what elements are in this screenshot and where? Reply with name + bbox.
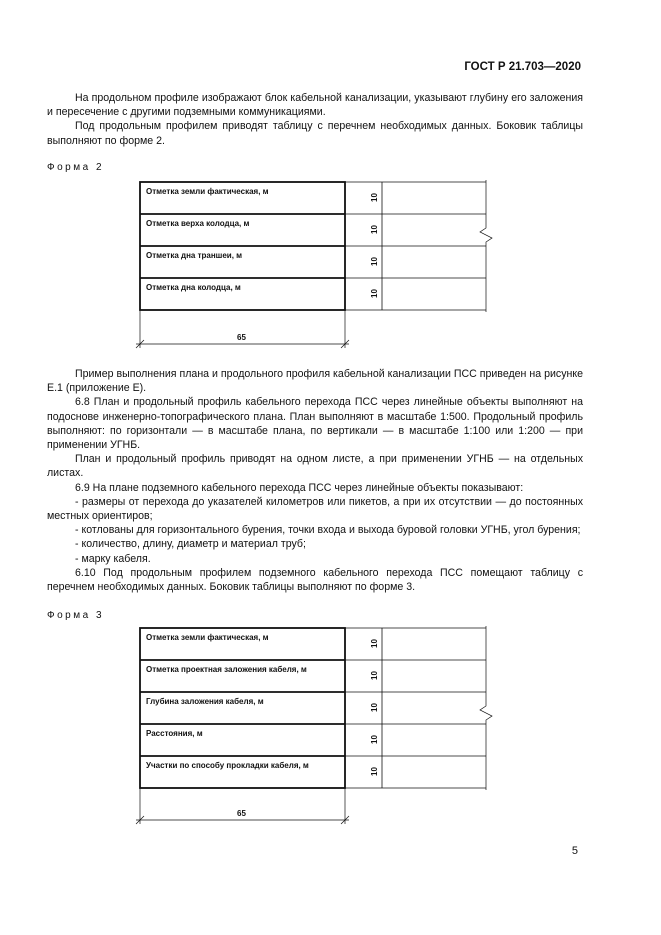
form-2-row-label: Отметка дна колодца, м <box>146 283 241 292</box>
list-item: - количество, длину, диаметр и материал труб; <box>75 538 306 551</box>
paragraph: 6.9 На плане подземного кабельного перехода ПСС через линейные объекты показывают: <box>75 481 524 494</box>
form-3-row-label: Глубина заложения кабеля, м <box>146 697 264 706</box>
form-2-row-label: Отметка дна траншеи, м <box>146 251 243 260</box>
form-3-row-label: Участки по способу прокладки кабеля, м <box>146 761 309 770</box>
form-2-table <box>130 172 510 352</box>
paragraph: Под продольным профилем приводят таблицу с перечнем необходимых данных. Боковик таблицы выполняют по форме 2. <box>47 120 583 147</box>
document-code: ГОСТ Р 21.703—2020 <box>464 61 581 73</box>
row-height-dim: 10 <box>370 193 379 202</box>
body-text <box>47 367 583 594</box>
paragraph: 6.8 План и продольный профиль кабельного перехода ПСС через линейные объекты выполняют на подоснове инженерно-топографического плана. План выполняют в масштабе 1:500. Продольный профиль выполняют: по горизонтали — в масштабе плана, по вертикали — в масштабе 1:100 или 1:200 — при применении УГНБ. <box>47 396 583 452</box>
row-height-dim: 10 <box>370 639 379 648</box>
row-height-dim: 10 <box>370 257 379 266</box>
paragraph: План и продольный профиль приводят на одном листе, а при применении УГНБ — на отдельных листах. <box>47 453 583 480</box>
intro-text <box>47 91 583 148</box>
form-3-row-label: Расстояния, м <box>146 729 203 738</box>
form-3-table <box>130 618 510 828</box>
paragraph: На продольном профиле изображают блок кабельной канализации, указывают глубину его заложения и пересечение с другими подземными коммуникациями. <box>47 92 583 119</box>
row-height-dim: 10 <box>370 225 379 234</box>
form-3-label: Форма 3 <box>47 610 105 621</box>
form-2-row-label: Отметка земли фактическая, м <box>146 187 269 196</box>
paragraph: 6.10 Под продольным профилем подземного кабельного перехода ПСС помещают таблицу с перечнем необходимых данных. Боковик таблицы выполняют по форме 3. <box>47 566 583 594</box>
form-2-label: Форма 2 <box>47 162 105 173</box>
row-height-dim: 10 <box>370 289 379 298</box>
row-height-dim: 10 <box>370 671 379 680</box>
paragraph: Пример выполнения плана и продольного профиля кабельной канализации ПСС приведен на рисунке Е.1 (приложение Е). <box>47 368 583 395</box>
width-dim: 65 <box>237 809 246 818</box>
row-height-dim: 10 <box>370 703 379 712</box>
list-item: - размеры от перехода до указателей километров или пикетов, а при их отсутствии — до постоянных местных ориентиров; <box>47 495 583 523</box>
page-number: 5 <box>571 845 578 857</box>
width-dim: 65 <box>237 333 246 342</box>
form-2-row-label: Отметка верха колодца, м <box>146 219 250 228</box>
form-3-row-label: Отметка земли фактическая, м <box>146 633 269 642</box>
list-item: - марку кабеля. <box>75 552 151 565</box>
row-height-dim: 10 <box>370 735 379 744</box>
row-height-dim: 10 <box>370 767 379 776</box>
list-item: - котлованы для горизонтального бурения, точки входа и выхода буровой головки УГНБ, угол бурения; <box>75 524 581 537</box>
form-3-row-label: Отметка проектная заложения кабеля, м <box>146 665 307 674</box>
